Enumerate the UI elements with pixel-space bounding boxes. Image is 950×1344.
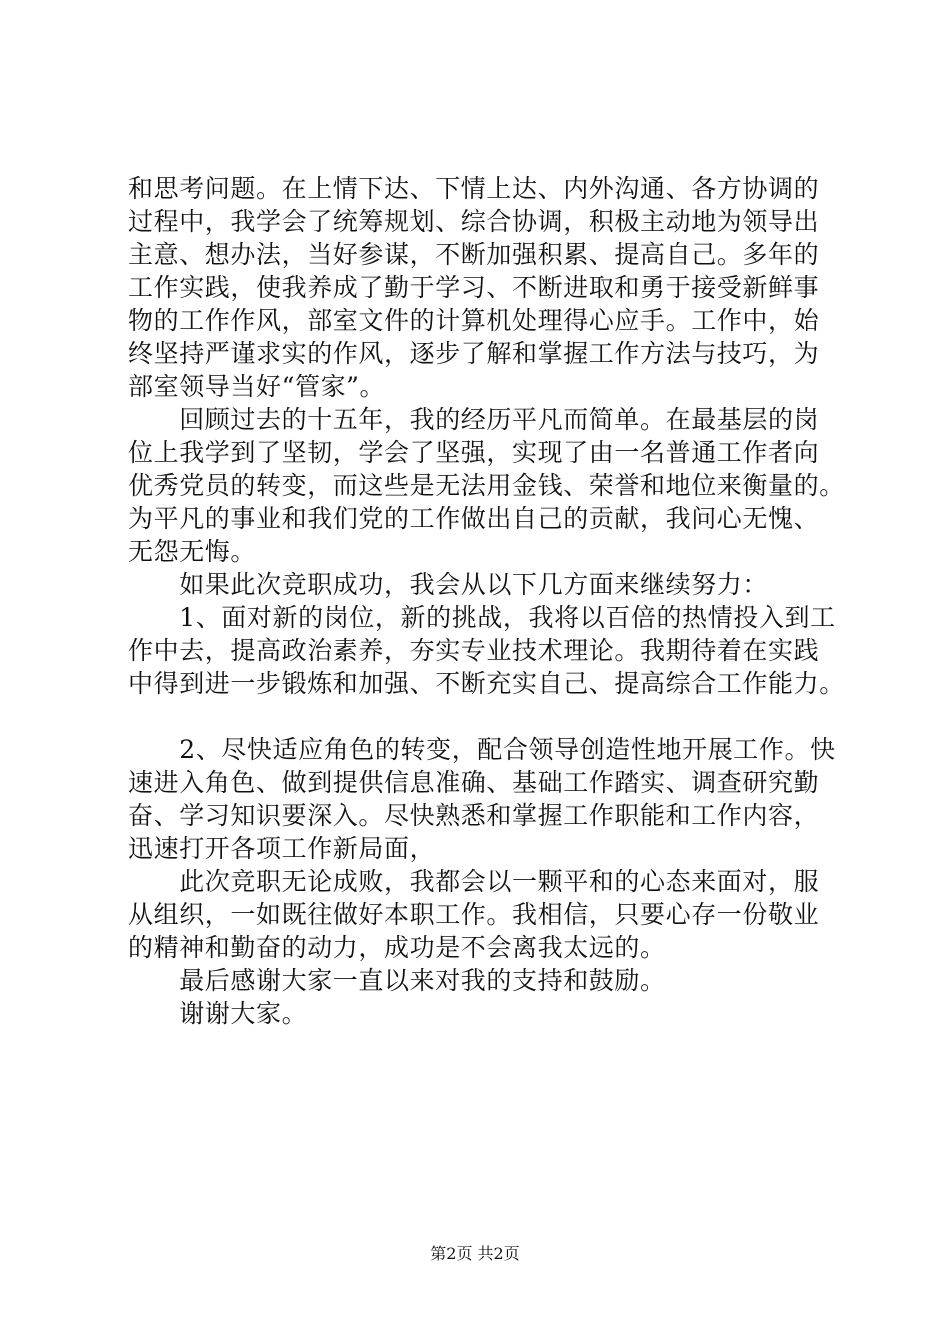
text-line: 谢谢大家。: [128, 999, 308, 1028]
text-line: 迅速打开各项工作新局面，: [128, 834, 436, 863]
text-line: 工作实践，使我养成了勤于学习、不断进取和勇于接受新鲜事: [128, 273, 820, 302]
text-line: 中得到进一步锻炼和加强、不断充实自己、提高综合工作能力。: [128, 669, 845, 698]
text-line: 过程中，我学会了统筹规划、综合协调，积极主动地为领导出: [128, 207, 820, 236]
text-line: 主意、想办法，当好参谋，不断加强积累、提高自己。多年的: [128, 240, 820, 269]
text-line: 为平凡的事业和我们党的工作做出自己的贡献，我问心无愧、: [128, 504, 820, 533]
blank-line: [128, 700, 848, 733]
text-line: 2、尽快适应角色的转变，配合领导创造性地开展工作。快: [128, 735, 836, 764]
text-line: 的精神和勤奋的动力，成功是不会离我太远的。: [128, 933, 666, 962]
text-line: 奋、学习知识要深入。尽快熟悉和掌握工作职能和工作内容，: [128, 801, 820, 830]
text-line: 从组织，一如既往做好本职工作。我相信，只要心存一份敬业: [128, 900, 820, 929]
text-line: 如果此次竞职成功，我会从以下几方面来继续努力：: [128, 570, 769, 599]
text-line: 速进入角色、做到提供信息准确、基础工作踏实、调查研究勤: [128, 768, 820, 797]
document-body: [128, 172, 848, 1030]
page-number-footer: 第2页 共2页: [430, 1244, 520, 1263]
text-line: 回顾过去的十五年，我的经历平凡而简单。在最基层的岗: [128, 405, 820, 434]
text-line: 此次竞职无论成败，我都会以一颗平和的心态来面对，服: [128, 867, 820, 896]
text-line: 部室领导当好“管家”。: [128, 372, 386, 401]
text-line: 物的工作作风，部室文件的计算机处理得心应手。工作中，始: [128, 306, 820, 335]
text-line: 无怨无悔。: [128, 537, 257, 566]
text-line: 和思考问题。在上情下达、下情上达、内外沟通、各方协调的: [128, 174, 820, 203]
text-line: 位上我学到了坚韧，学会了坚强，实现了由一名普通工作者向: [128, 438, 820, 467]
text-line: 作中去，提高政治素养，夯实专业技术理论。我期待着在实践: [128, 636, 820, 665]
text-line: 优秀党员的转变，而这些是无法用金钱、荣誉和地位来衡量的。: [128, 471, 845, 500]
text-line: 最后感谢大家一直以来对我的支持和鼓励。: [128, 966, 666, 995]
text-line: 1、面对新的岗位，新的挑战，我将以百倍的热情投入到工: [128, 603, 836, 632]
text-line: 终坚持严谨求实的作风，逐步了解和掌握工作方法与技巧，为: [128, 339, 820, 368]
